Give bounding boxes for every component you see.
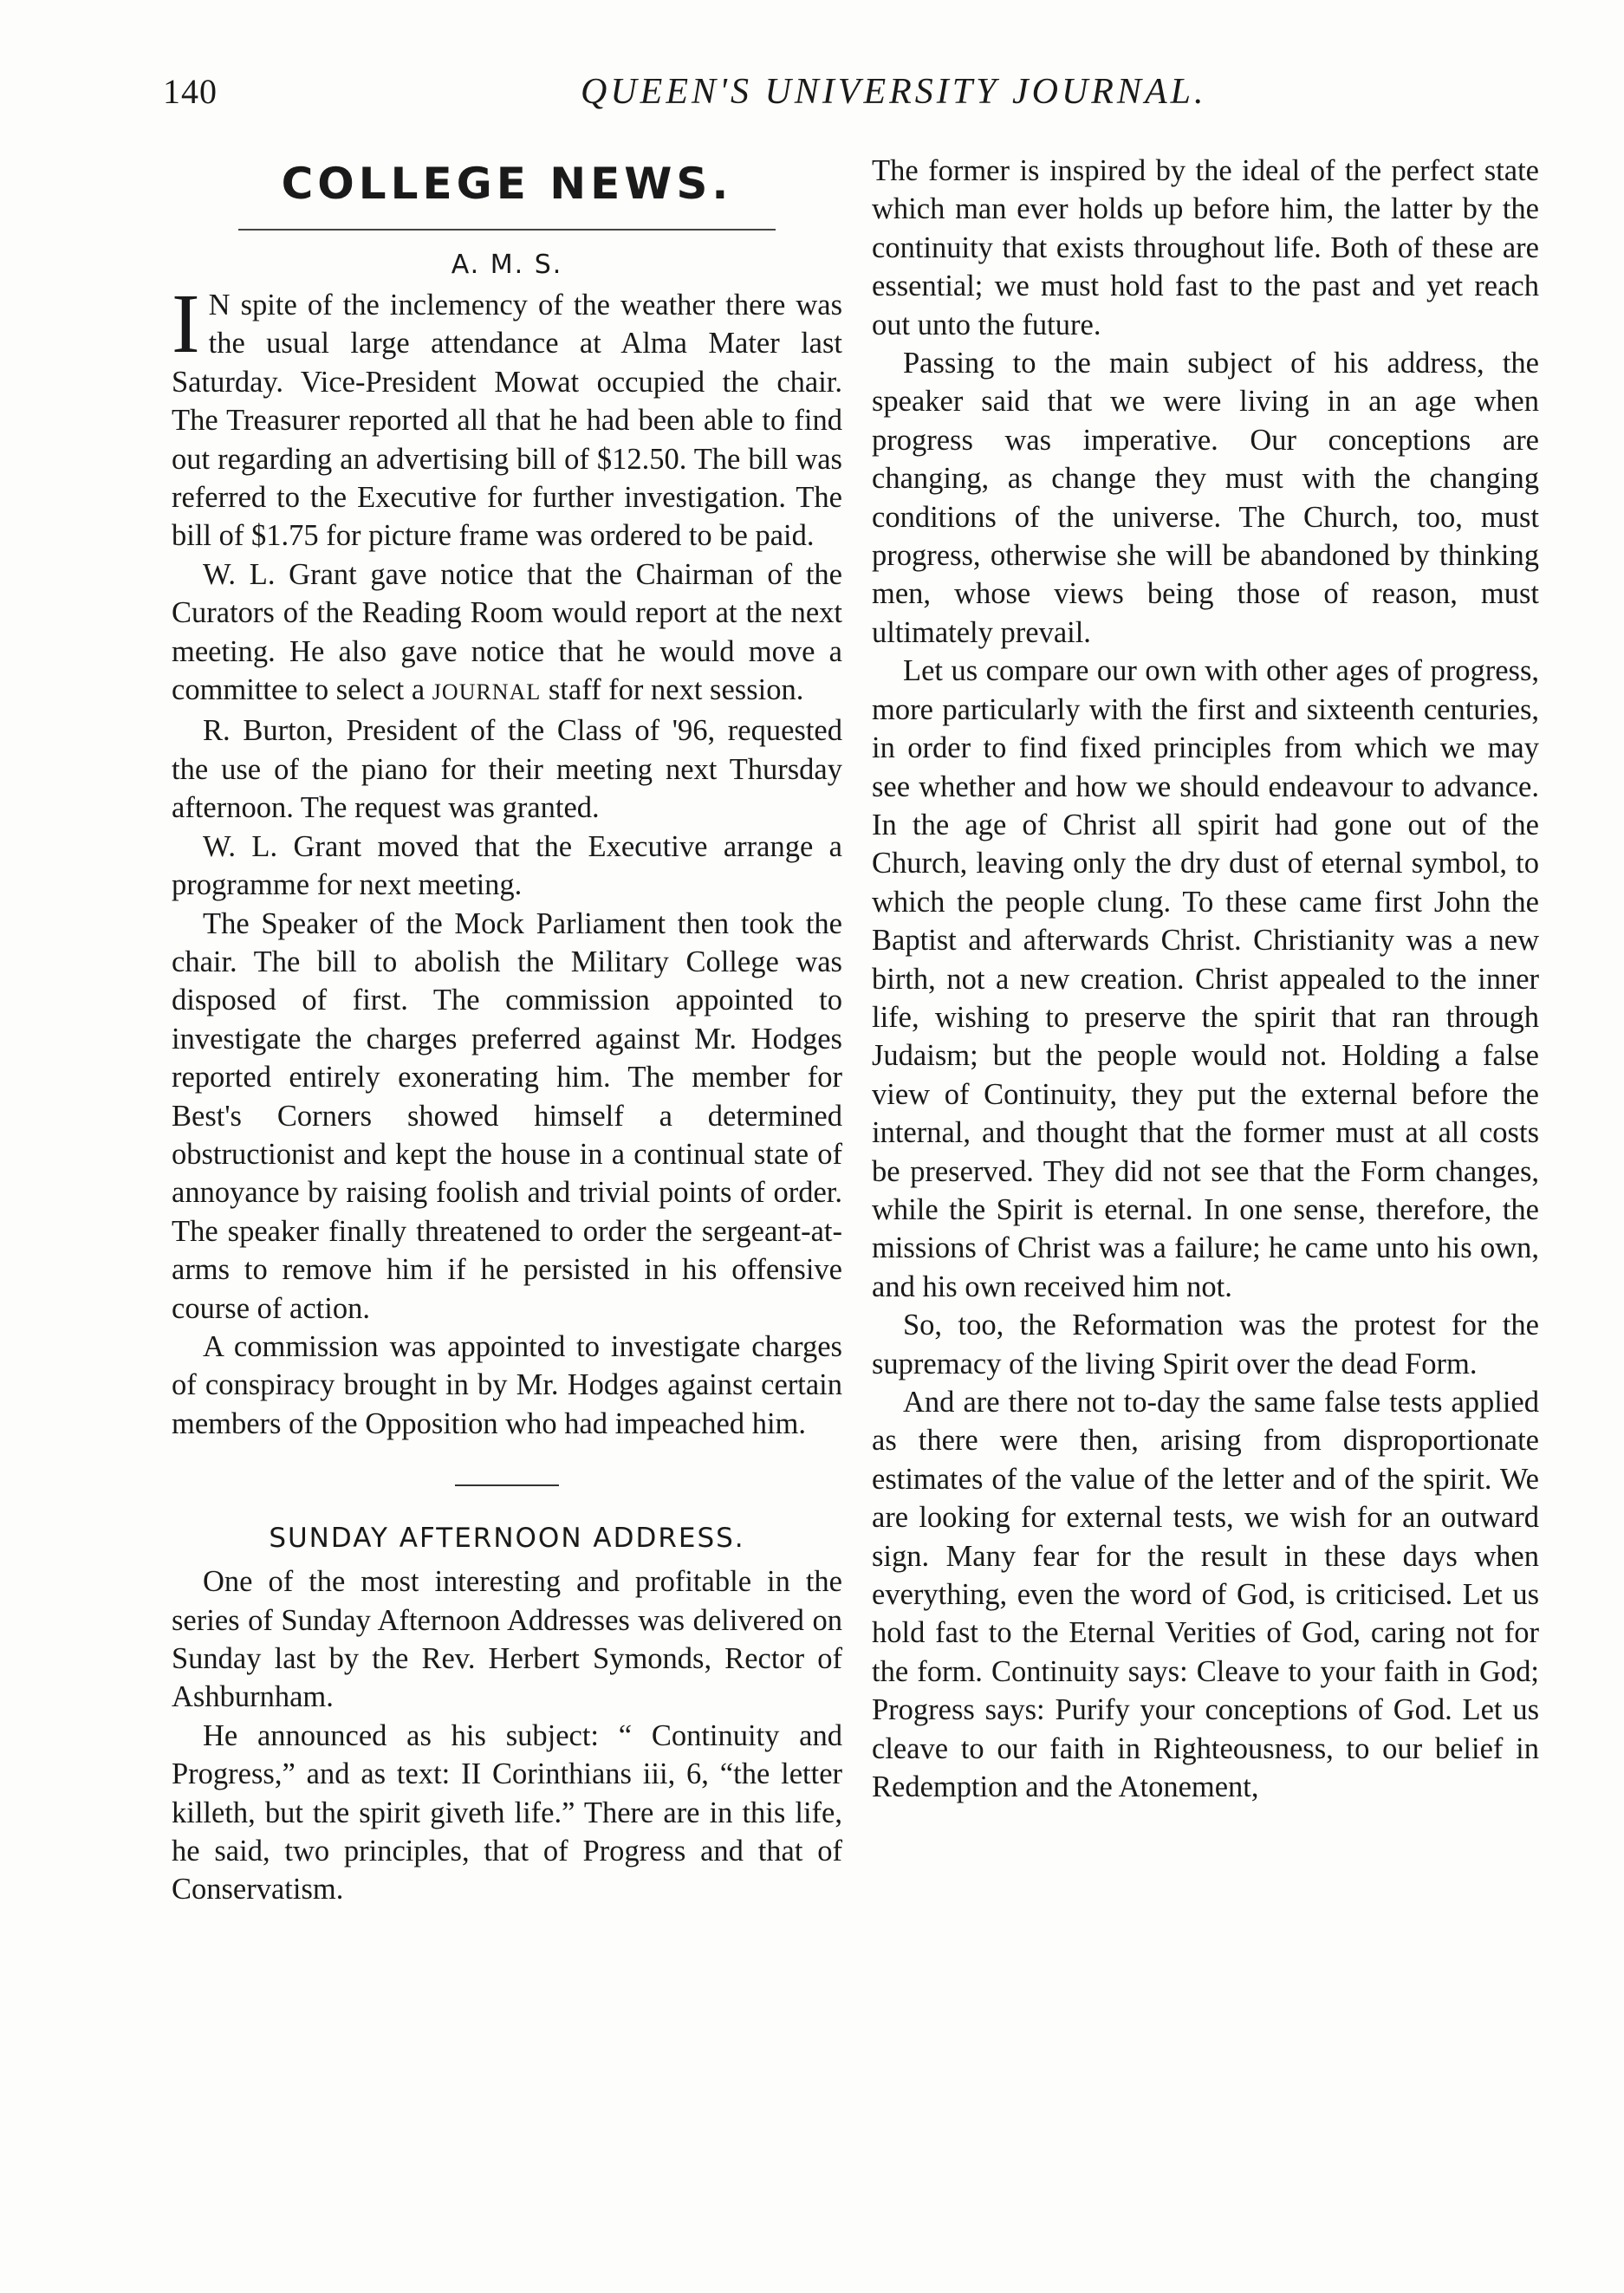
- journal-title: QUEEN'S UNIVERSITY JOURNAL.: [581, 72, 1207, 112]
- journal-smallcaps: JOURNAL: [432, 679, 542, 705]
- sunday-paragraph-7: And are there not to-day the same false tests applied as there were then, arising from disproportionate estimates of the value of the letter and of the spirit. We are looking for external tests, we wish for an outward sign. Many fear for the result in these days when everything, even the word of God, is criticised. Let us hold fast to the Eternal Verities of God, caring not for the form. Continuity says: Cleave to your faith in God; Progress says: Purify your conceptions of God. Let us cleave to our faith in Righteousness, to our belief in Redemption and the Atonement,: [872, 1386, 1539, 1804]
- right-column: [872, 152, 1539, 1806]
- section-title: COLLEGE NEWS.: [281, 159, 733, 209]
- ams-paragraph-3: R. Burton, President of the Class of '96, requested the use of the piano for their meeting next Thursday afternoon. The request was granted.: [172, 714, 842, 825]
- section-divider: [238, 229, 776, 231]
- sunday-paragraph-5: Let us compare our own with other ages of progress, more particularly with the first and sixteenth centuries, in order to find fixed principles from which we may see whether and how we should endeavour to advance. In the age of Christ all spirit had gone out of the Church, leaving only the dry dust of eternal symbol, to which the people clung. To these came first John the Baptist and afterwards Christ. Christianity was a new birth, not a new creation. Christ appealed to the inner life, wishing to preserve the spirit that ran through Judaism; but the people would not. Holding a false view of Continuity, they put the external before the internal, and thought that the former must at all costs be preserved. They did not see that the Form changes, while the Spirit is eternal. In one sense, therefore, the missions of Christ was a failure; he came unto his own, and his own received him not.: [872, 654, 1539, 1303]
- ams-paragraph-2: W. L. Grant gave notice that the Chairman of the Curators of the Reading Room would report at the next meeting. He also gave notice that he would move a committee to select a JOURNAL staff for next session.: [172, 557, 842, 707]
- ams-paragraph-5: The Speaker of the Mock Parliament then took the chair. The bill to abolish the Military College was disposed of first. The commission appointed to investigate the charges preferred against Mr. Hodges reported entirely exonerating him. The member for Best's Corners showed himself a determined obstructionist and kept the house in a continual state of annoyance by raising foolish and trivial points of order. The speaker finally threatened to order the sergeant-at-arms to remove him if he persisted in his offensive course of action.: [172, 906, 842, 1325]
- sunday-paragraph-3: The former is inspired by the ideal of the perfect state which man ever holds up before him, the latter by the continuity that exists throughout life. Both of these are essential; we must hold fast to the past and yet reach out unto the future.: [872, 154, 1539, 341]
- sunday-paragraph-6: So, too, the Reformation was the protest for the supremacy of the living Spirit over the dead Form.: [872, 1309, 1539, 1380]
- page-header: [0, 71, 1624, 123]
- drop-cap: I: [172, 277, 200, 371]
- ams-paragraph-6: A commission was appointed to investigate charges of conspiracy brought in by Mr. Hodges against certain members of the Opposition who had impeached him.: [172, 1329, 842, 1440]
- sunday-paragraph-2: He announced as his subject: “ Continuity and Progress,” and as text: II Corinthians iii, 6, “the letter killeth, but the spirit giveth life.” There are in this life, he said, two principles, that of Progress and that of Conservatism.: [172, 1718, 842, 1907]
- article-divider: [455, 1484, 559, 1486]
- ams-paragraph-4: W. L. Grant moved that the Executive arrange a programme for next meeting.: [172, 829, 842, 902]
- page-number: 140: [163, 72, 218, 111]
- ams-heading: A. M. S.: [451, 250, 563, 280]
- ams-paragraph-1-text: N spite of the inclemency of the weather there was the usual large attendance at Alma Mater last Saturday. Vice-President Mowat occupied the chair. The Treasurer reported all that he had been able to find out regarding an advertising bill of $12.50. The bill was referred to the Executive for further investigation. The bill of $1.75 for picture frame was ordered to be paid.: [172, 289, 842, 553]
- sunday-paragraph-4: Passing to the main subject of his address, the speaker said that we were living in an age when progress was imperative. Our conceptions are changing, as change they must with the changing conditions of the universe. The Church, too, must progress, otherwise she will be abandoned by thinking men, whose views being those of reason, must ultimately prevail.: [872, 347, 1539, 649]
- sunday-paragraph-1: One of the most interesting and profitable in the series of Sunday Afternoon Addresses was delivered on Sunday last by the Rev. Herbert Symonds, Rector of Ashburnham.: [172, 1565, 842, 1714]
- sunday-heading: SUNDAY AFTERNOON ADDRESS.: [269, 1523, 745, 1555]
- left-column: [172, 149, 842, 1909]
- ams-paragraph-1: [172, 277, 842, 555]
